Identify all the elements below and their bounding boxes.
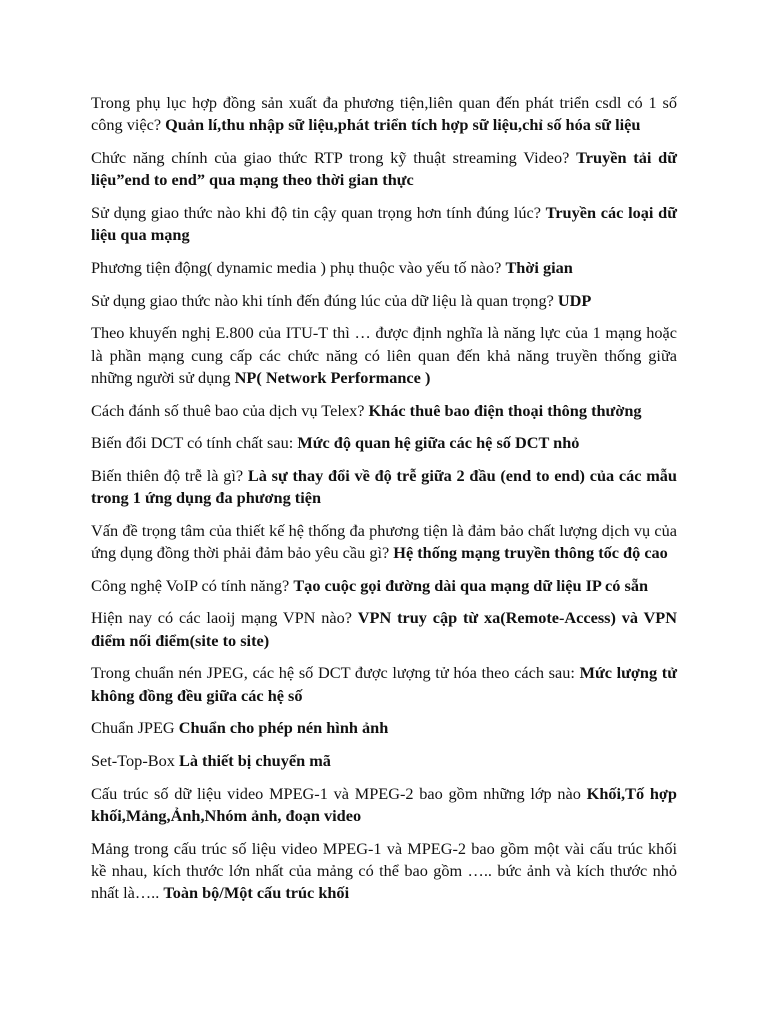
qa-item-12 xyxy=(91,607,677,652)
answer-text: Toàn bộ/Một cấu trúc khối xyxy=(163,883,350,903)
question-text: Sử dụng giao thức nào khi độ tin cậy quan trọng hơn tính đúng lúc? xyxy=(91,203,546,222)
answer-text: Thời gian xyxy=(505,258,573,277)
answer-text: Hệ thống mạng truyền thông tốc độ cao xyxy=(393,543,668,563)
question-text: Phương tiện động( dynamic media ) phụ thuộc vào yếu tố nào? xyxy=(91,258,506,277)
qa-item-4 xyxy=(91,257,677,279)
answer-text: Chuẩn cho phép nén hình ảnh xyxy=(178,718,389,738)
qa-item-6 xyxy=(91,322,677,389)
question-text: Chức năng chính của giao thức RTP trong kỹ thuật streaming Video? xyxy=(91,148,577,167)
qa-item-15 xyxy=(91,750,677,772)
qa-item-3 xyxy=(91,202,677,247)
question-text: Chuẩn JPEG xyxy=(91,718,179,738)
question-text: Trong phụ lục hợp đồng sản xuất đa phương tiện,liên quan đến phát triển csdl có 1 số công việc? xyxy=(91,93,677,135)
answer-text: VPN truy cập từ xa(Remote-Access) và VPN điểm nối điểm(site to site) xyxy=(91,608,678,650)
qa-item-2 xyxy=(91,147,677,192)
qa-item-13 xyxy=(91,662,677,707)
question-text: Vấn đề trọng tâm của thiết kế hệ thống đa phương tiện là đảm bảo chất lượng dịch vụ của ứng dụng đồng thời phải đảm bảo yêu cầu gì? xyxy=(91,520,677,563)
answer-text: Truyền các loại dữ liệu qua mạng xyxy=(91,203,678,245)
qa-item-1 xyxy=(91,92,677,137)
qa-item-7 xyxy=(91,400,677,422)
question-text: Mảng trong cấu trúc số liệu video MPEG-1 và MPEG-2 bao gồm một vài cấu trúc khối kề nhau, kích thước lớn nhất của mảng có thể bao gồm ….. bức ảnh và kích thước nhỏ nhất là….. xyxy=(91,838,677,903)
question-text: Cấu trúc số dữ liệu video MPEG-1 và MPEG-2 bao gồm những lớp nào xyxy=(91,783,587,803)
answer-text: UDP xyxy=(557,290,592,310)
question-text: Biến thiên độ trễ là gì? xyxy=(91,465,248,485)
question-text: Theo khuyến nghị E.800 của ITU-T thì … được định nghĩa là năng lực của 1 mạng hoặc là phần mạng cung cấp các chức năng có liên quan đến khả năng truyền thống giữa những người sử dụng xyxy=(91,323,677,387)
document-page xyxy=(91,92,677,915)
qa-item-5 xyxy=(91,290,677,312)
question-text: Cách đánh số thuê bao của dịch vụ Telex? xyxy=(91,400,369,420)
question-text: Biến đổi DCT có tính chất sau: xyxy=(91,433,298,453)
qa-item-17 xyxy=(91,838,677,905)
qa-item-9 xyxy=(91,465,677,510)
answer-text: Khác thuê bao điện thoại thông thường xyxy=(368,400,642,420)
answer-text: Mức lượng tử không đồng đều giữa các hệ số xyxy=(91,663,677,705)
answer-text: Mức độ quan hệ giữa các hệ số DCT nhỏ xyxy=(297,433,580,453)
qa-item-14 xyxy=(91,717,677,739)
answer-text: Là sự thay đổi về độ trễ giữa 2 đầu (end to end) của các mẫu trong 1 ứng dụng đa phương tiện xyxy=(91,465,677,508)
answer-text: Quản lí,thu nhập sữ liệu,phát triển tích hợp sữ liệu,chỉ số hóa sữ liệu xyxy=(165,115,641,135)
qa-item-16 xyxy=(91,783,677,828)
qa-item-8 xyxy=(91,432,677,454)
answer-text: Khối,Tố hợp khối,Mảng,Ảnh,Nhóm ảnh, đoạn video xyxy=(91,783,677,825)
answer-text: Tạo cuộc gọi đường dài qua mạng dữ liệu IP có sẵn xyxy=(293,575,649,595)
question-text: Hiện nay có các laoij mạng VPN nào? xyxy=(91,608,358,628)
question-text: Công nghệ VoIP có tính năng? xyxy=(91,575,294,595)
qa-item-11 xyxy=(91,575,677,597)
qa-item-10 xyxy=(91,520,677,565)
question-text: Sử dụng giao thức nào khi tính đến đúng lúc của dữ liệu là quan trọng? xyxy=(91,290,558,310)
answer-text: Truyền tải dữ liệu”end to end” qua mạng theo thời gian thực xyxy=(91,148,678,190)
answer-text: Là thiết bị chuyển mã xyxy=(178,750,331,770)
question-text: Trong chuẩn nén JPEG, các hệ số DCT được lượng tử hóa theo cách sau: xyxy=(91,663,580,683)
answer-text: NP( Network Performance ) xyxy=(234,368,431,387)
question-text: Set-Top-Box xyxy=(91,750,179,770)
